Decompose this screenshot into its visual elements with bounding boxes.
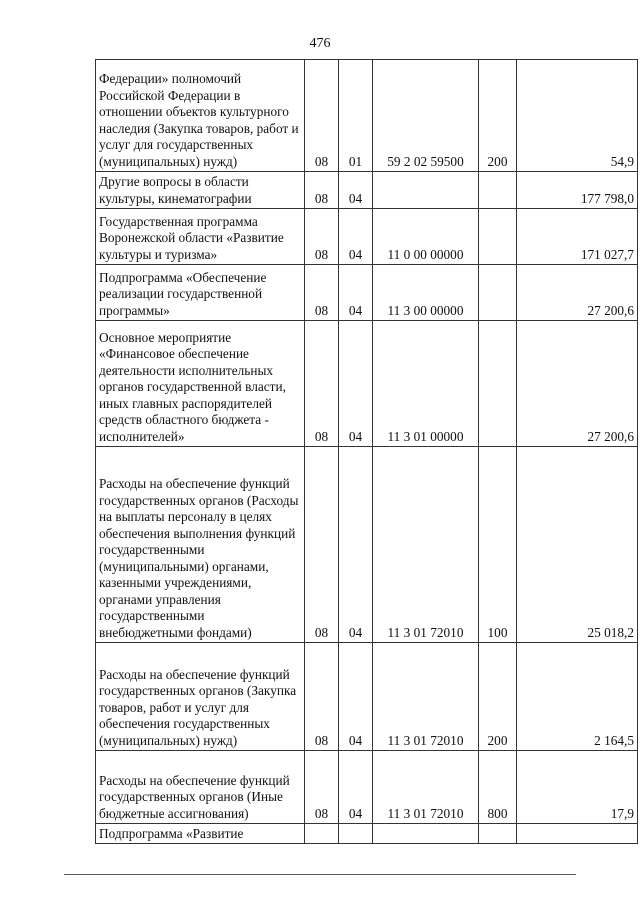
- row-section: [305, 824, 339, 844]
- row-amount: 27 200,6: [517, 321, 638, 447]
- row-amount: 177 798,0: [517, 172, 638, 209]
- row-section: 08: [305, 321, 339, 447]
- page-number: 476: [309, 36, 331, 51]
- table-row: [96, 643, 638, 751]
- row-section: 08: [305, 172, 339, 209]
- row-name: Расходы на обеспечение функций государственных органов (Закупка товаров, работ и услуг для обеспечения государственных (муниципальных) нужд): [96, 643, 305, 751]
- row-amount: 27 200,6: [517, 265, 638, 321]
- table-row: [96, 209, 638, 265]
- row-target-article: 11 3 01 72010: [373, 447, 479, 643]
- row-name: Расходы на обеспечение функций государственных органов (Расходы на выплаты персоналу в целях обеспечения выполнения функций государственными (муниципальными) органами, казенными учреждениями, органами управления государственными внебюджетными фондами): [96, 447, 305, 643]
- row-expense-type: 800: [479, 751, 517, 824]
- row-amount: 171 027,7: [517, 209, 638, 265]
- row-subsection: [339, 824, 373, 844]
- row-target-article: [373, 824, 479, 844]
- row-subsection: 04: [339, 209, 373, 265]
- row-expense-type: [479, 824, 517, 844]
- row-target-article: [373, 172, 479, 209]
- row-subsection: 04: [339, 172, 373, 209]
- table-row: [96, 60, 638, 172]
- row-subsection: 04: [339, 447, 373, 643]
- row-amount: [517, 824, 638, 844]
- table-row: [96, 751, 638, 824]
- row-target-article: 11 0 00 00000: [373, 209, 479, 265]
- row-expense-type: [479, 321, 517, 447]
- row-expense-type: 100: [479, 447, 517, 643]
- row-amount: 17,9: [517, 751, 638, 824]
- row-expense-type: 200: [479, 643, 517, 751]
- row-expense-type: [479, 172, 517, 209]
- row-subsection: 04: [339, 643, 373, 751]
- budget-table: [95, 59, 638, 844]
- row-amount: 2 164,5: [517, 643, 638, 751]
- row-section: 08: [305, 60, 339, 172]
- row-section: 08: [305, 265, 339, 321]
- table-row: [96, 172, 638, 209]
- table-row: [96, 321, 638, 447]
- row-subsection: 01: [339, 60, 373, 172]
- row-target-article: 11 3 01 72010: [373, 643, 479, 751]
- table-row: [96, 265, 638, 321]
- row-expense-type: [479, 209, 517, 265]
- row-name: Государственная программа Воронежской области «Развитие культуры и туризма»: [96, 209, 305, 265]
- row-amount: 54,9: [517, 60, 638, 172]
- row-name: Федерации» полномочий Российской Федерации в отношении объектов культурного наследия (Закупка товаров, работ и услуг для государственных (муниципальных) нужд): [96, 60, 305, 172]
- table-row: [96, 824, 638, 844]
- row-target-article: 11 3 00 00000: [373, 265, 479, 321]
- row-name: Подпрограмма «Развитие: [96, 824, 305, 844]
- row-name: Расходы на обеспечение функций государственных органов (Иные бюджетные ассигнования): [96, 751, 305, 824]
- row-section: 08: [305, 751, 339, 824]
- row-target-article: 59 2 02 59500: [373, 60, 479, 172]
- row-section: 08: [305, 209, 339, 265]
- row-expense-type: 200: [479, 60, 517, 172]
- row-amount: 25 018,2: [517, 447, 638, 643]
- row-name: Другие вопросы в области культуры, кинематографии: [96, 172, 305, 209]
- row-section: 08: [305, 447, 339, 643]
- bottom-rule: [64, 874, 576, 875]
- row-target-article: 11 3 01 72010: [373, 751, 479, 824]
- row-name: Подпрограмма «Обеспечение реализации государственной программы»: [96, 265, 305, 321]
- row-expense-type: [479, 265, 517, 321]
- row-section: 08: [305, 643, 339, 751]
- table-row: [96, 447, 638, 643]
- row-target-article: 11 3 01 00000: [373, 321, 479, 447]
- row-subsection: 04: [339, 321, 373, 447]
- row-subsection: 04: [339, 751, 373, 824]
- row-subsection: 04: [339, 265, 373, 321]
- row-name: Основное мероприятие «Финансовое обеспечение деятельности исполнительных органов государственной власти, иных главных распорядителей средств областного бюджета - исполнителей»: [96, 321, 305, 447]
